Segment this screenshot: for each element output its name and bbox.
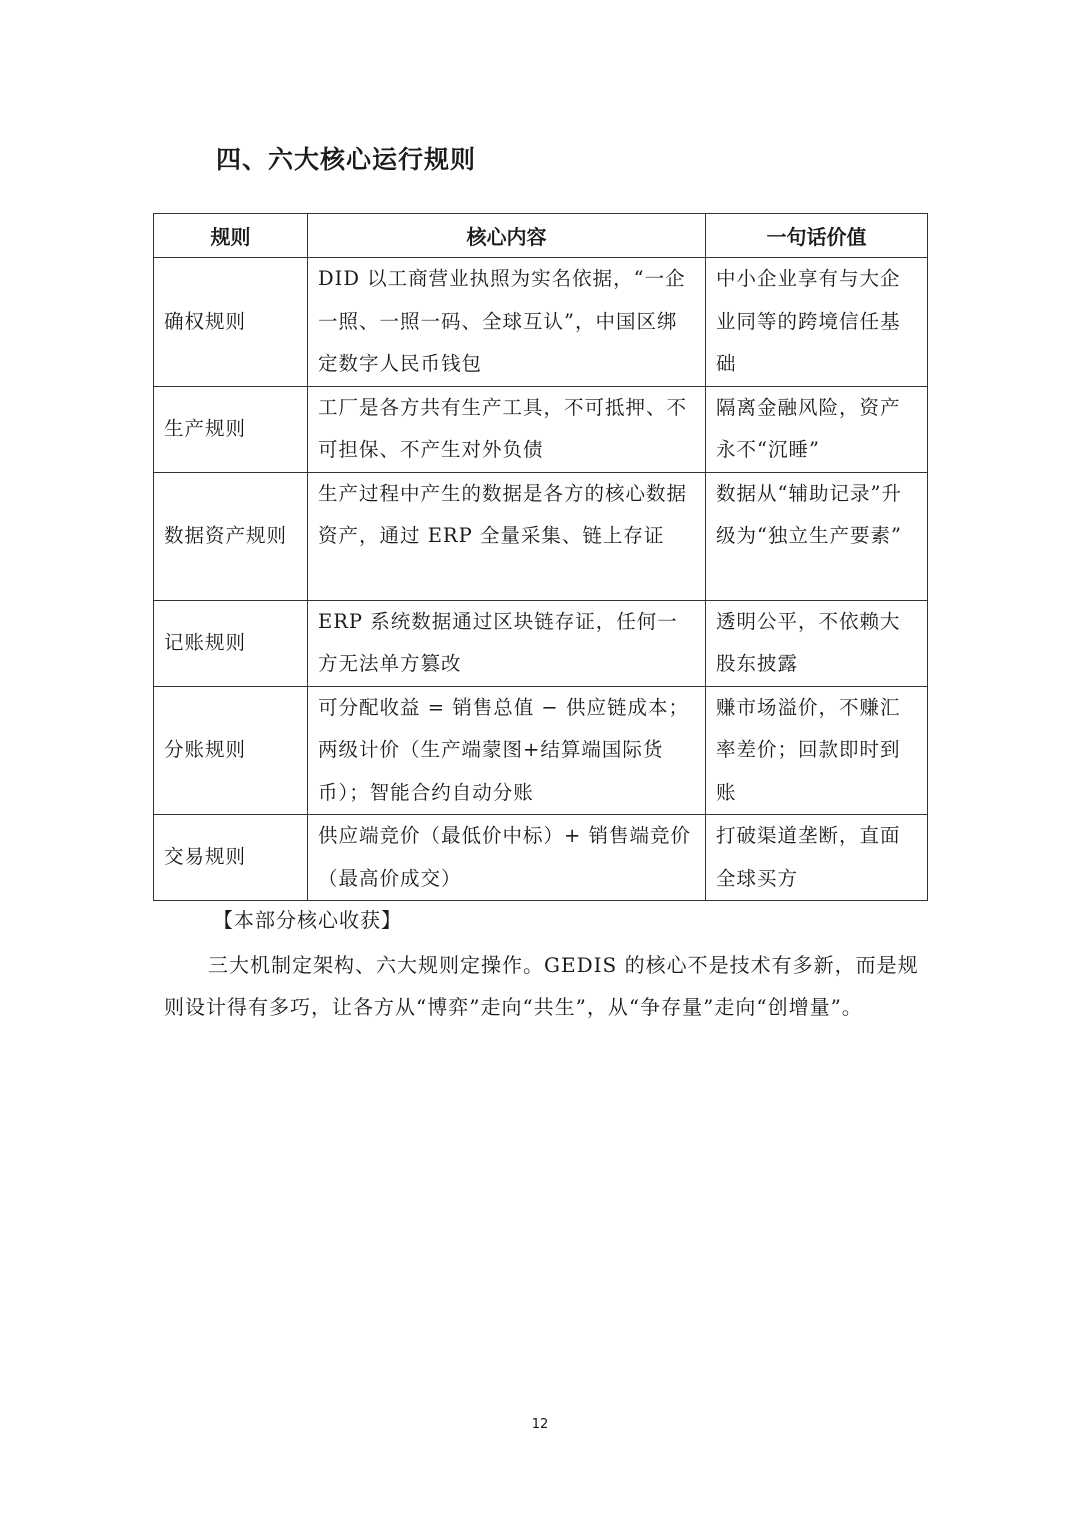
rules-table: [153, 213, 928, 901]
table-row: [154, 472, 928, 600]
header-content: 核心内容: [308, 214, 706, 258]
rule-name: 生产规则: [154, 386, 308, 472]
rule-value: 透明公平，不依赖大股东披露: [706, 600, 928, 686]
table-row: [154, 258, 928, 387]
key-takeaway-label: 【本部分核心收获】: [213, 908, 402, 932]
rule-value: 数据从“辅助记录”升级为“独立生产要素”: [706, 472, 928, 600]
rule-value: 赚市场溢价，不赚汇率差价；回款即时到账: [706, 686, 928, 815]
rule-value: 隔离金融风险，资产永不“沉睡”: [706, 386, 928, 472]
rule-name: 记账规则: [154, 600, 308, 686]
page-number: 12: [531, 1417, 549, 1432]
rule-value: 中小企业享有与大企业同等的跨境信任基础: [706, 258, 928, 387]
table-row: [154, 686, 928, 815]
table-row: [154, 815, 928, 901]
rule-name: 分账规则: [154, 686, 308, 815]
rule-name: 确权规则: [154, 258, 308, 387]
table-row: [154, 600, 928, 686]
rule-value: 打破渠道垄断，直面全球买方: [706, 815, 928, 901]
table-header-row: [154, 214, 928, 258]
rule-content: DID 以工商营业执照为实名依据，“一企一照、一照一码、全球互认”，中国区绑定数字人民币钱包: [308, 258, 706, 387]
rule-content: ERP 系统数据通过区块链存证，任何一方无法单方篡改: [308, 600, 706, 686]
header-value: 一句话价值: [706, 214, 928, 258]
rule-content: 可分配收益 = 销售总值 − 供应链成本；两级计价（生产端蒙图+结算端国际货币）；智能合约自动分账: [308, 686, 706, 815]
rule-name: 数据资产规则: [154, 472, 308, 600]
section-heading: 四、六大核心运行规则: [216, 145, 477, 174]
rule-name: 交易规则: [154, 815, 308, 901]
table-row: [154, 386, 928, 472]
summary-paragraph: 三大机制定架构、六大规则定操作。GEDIS 的核心不是技术有多新，而是规则设计得有多巧，让各方从“博弈”走向“共生”，从“争存量”走向“创增量”。: [164, 953, 919, 1019]
rule-content: 生产过程中产生的数据是各方的核心数据资产，通过 ERP 全量采集、链上存证: [308, 472, 706, 600]
header-rule: 规则: [154, 214, 308, 258]
rule-content: 供应端竞价（最低价中标）+ 销售端竞价（最高价成交）: [308, 815, 706, 901]
rule-content: 工厂是各方共有生产工具，不可抵押、不可担保、不产生对外负债: [308, 386, 706, 472]
